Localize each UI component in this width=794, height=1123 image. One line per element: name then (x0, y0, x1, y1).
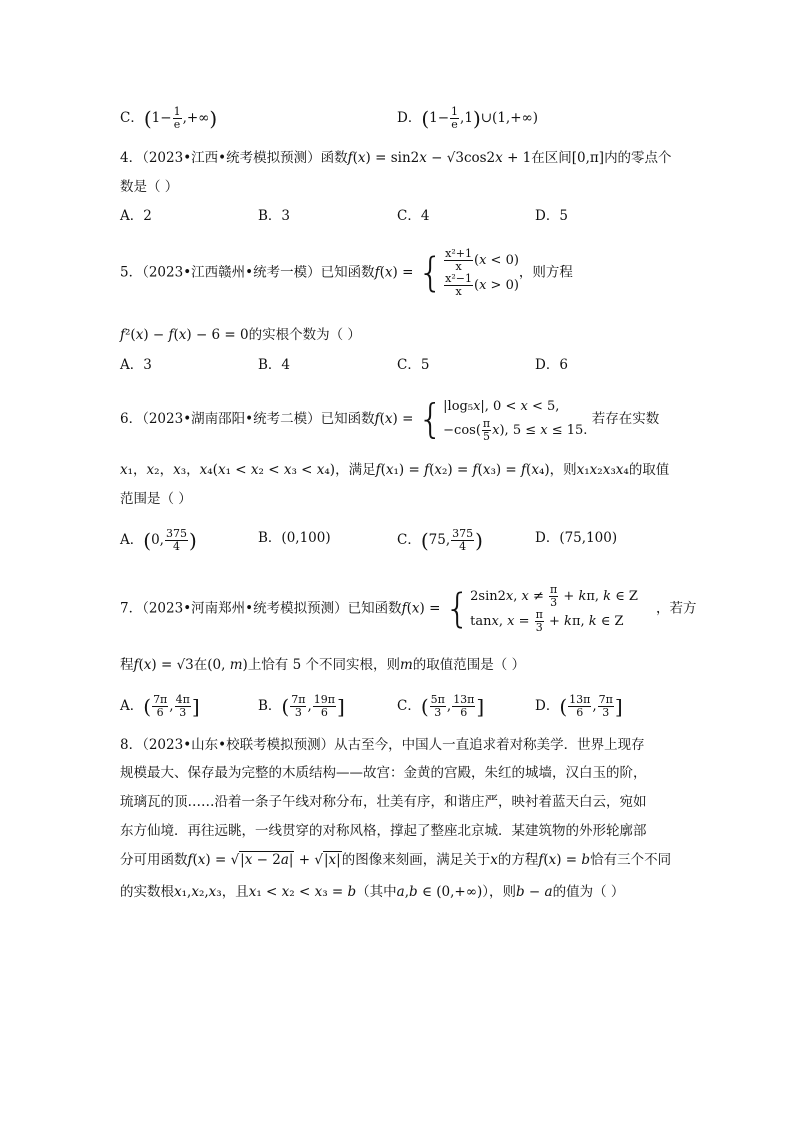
q5-option-c: C．5 (397, 357, 430, 373)
q6-stem-line2: x₁，x₂，x₃，x₄(x₁ < x₂ < x₃ < x₄)，满足f(x₁) = f(x₂) = f(x₃) = f(x₄)，则x₁x₂x₃x₄的取值 (120, 462, 670, 478)
q8-stem-line4: 东方仙境．再往远眺，一线贯穿的对称风格，撑起了整座北京城．某建筑物的外形轮廓部 (120, 823, 647, 839)
q8-stem-line2: 规模最大、保存最为完整的木质结构——故宫：金黄的宫殿，朱红的城墙，汉白玉的阶， (120, 765, 647, 781)
q3-option-c: C．(1− $\frac{1}{e}$ ,+∞) (120, 105, 218, 131)
q6-stem-line3: 范围是（ ） (120, 491, 192, 507)
q7-stem-line1: 7．（2023•河南郑州•统考模拟预测）已知函数f(x) = { 2sin2x, x ≠ $\frac{\pi}{3}$ + kπ, k ∈ Z tanx, x = $\frac{\pi}{3}$ + kπ, k ∈ Z ，若方 (120, 583, 697, 634)
q5-stem-line1: 5．（2023•江西赣州•统考一模）已知函数f(x) = { $\frac{\text{x²+1}}{x}$ (x < 0) $\frac{\text{x²−1}}{x}$ (x > 0) ，则方程 (120, 247, 573, 298)
q7-option-c: C．( $\frac{5\pi}{3}$ , $\frac{13\pi}{6}$ ] (397, 693, 485, 719)
q4-option-d: D．5 (535, 208, 568, 224)
q7-stem-line2: 程f(x) = √3在(0, m)上恰有 5 个不同实根，则m的取值范围是（ ） (120, 657, 526, 673)
q7-option-a: A．( $\frac{7\pi}{6}$ , $\frac{4\pi}{3}$ ] (120, 693, 200, 719)
q6-stem-line1: 6．（2023•湖南邵阳•统考二模）已知函数f(x) = { |log₅x|, 0 < x < 5, −cos( $\frac{\pi}{5}$ x), 5 ≤ x ≤ 15. 若存在实数 (120, 396, 660, 443)
q6-option-a: A．(0, $\frac{375}{4}$ ) (120, 527, 197, 553)
q5-option-a: A．3 (120, 357, 152, 373)
q4-stem-line2: 数是（ ） (120, 179, 179, 195)
q8-stem-line5: 分可用函数f(x) = √|x − 2a| + √|x|的图像来刻画，满足关于x的方程f(x) = b恰有三个不同 (120, 852, 672, 868)
q8-stem-line1: 8．（2023•山东•校联考模拟预测）从古至今，中国人一直追求着对称美学．世界上现存 (120, 737, 645, 753)
q6-option-b: B．(0,100) (258, 530, 331, 546)
q5-stem-line2: f²(x) − f(x) − 6 = 0的实根个数为（ ） (120, 327, 361, 343)
q5-option-b: B．4 (258, 357, 291, 373)
q4-option-c: C．4 (397, 208, 430, 224)
q4-option-b: B．3 (258, 208, 291, 224)
q5-option-d: D．6 (535, 357, 568, 373)
q7-option-d: D．( $\frac{13\pi}{6}$ , $\frac{7\pi}{3}$ ] (535, 693, 623, 719)
q4-stem-line1: 4．（2023•江西•统考模拟预测）函数f(x) = sin2x − √3cos2x + 1在区间[0,π]内的零点个 (120, 150, 672, 166)
q7-option-b: B．( $\frac{7\pi}{3}$ , $\frac{19\pi}{6}$ ] (258, 693, 345, 719)
q6-option-d: D．(75,100) (535, 530, 618, 546)
q8-stem-line3: 琉璃瓦的顶……沿着一条子午线对称分布，壮美有序，和谐庄严，映衬着蓝天白云，宛如 (120, 794, 647, 810)
q6-option-c: C．(75, $\frac{375}{4}$ ) (397, 527, 483, 553)
q4-option-a: A．2 (120, 208, 152, 224)
q3-option-d: D．(1− $\frac{1}{e}$ ,1)∪(1,+∞) (397, 105, 539, 131)
q8-stem-line6: 的实数根x₁,x₂,x₃，且x₁ < x₂ < x₃ = b（其中a,b ∈ (0,+∞)），则b − a的值为（ ） (120, 884, 625, 900)
